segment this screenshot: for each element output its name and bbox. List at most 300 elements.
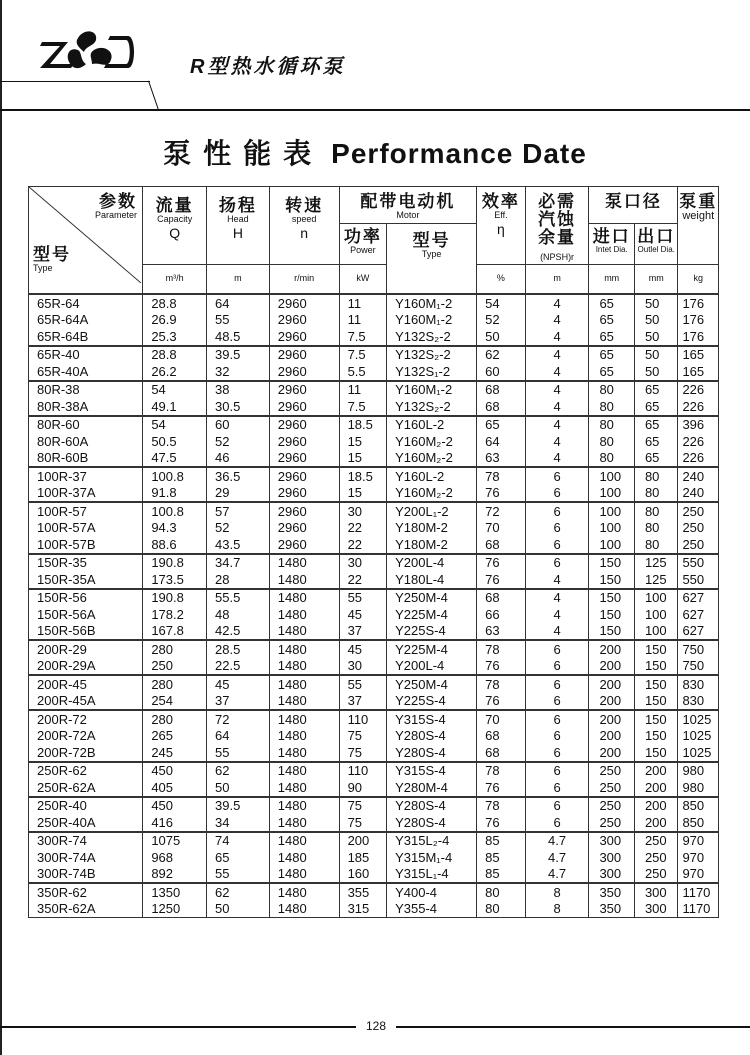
cell-motor-type: Y132S₂-2 <box>387 398 477 416</box>
cell-outlet-dia: 150 <box>634 744 678 762</box>
cell-inlet-dia: 100 <box>589 536 635 554</box>
cell-outlet-dia: 50 <box>634 346 678 364</box>
cell-weight: 550 <box>678 571 719 589</box>
cell-speed: 2960 <box>269 450 339 468</box>
cell-outlet-dia: 125 <box>634 554 678 572</box>
cell-outlet-dia: 125 <box>634 571 678 589</box>
cell-outlet-dia: 65 <box>634 381 678 399</box>
cell-outlet-dia: 100 <box>634 623 678 641</box>
cell-motor-type: Y132S₂-2 <box>387 328 477 346</box>
table-row <box>29 883 719 901</box>
cell-inlet-dia: 80 <box>589 398 635 416</box>
cell-weight: 240 <box>678 485 719 503</box>
cell-head: 64 <box>207 728 270 745</box>
cell-weight: 980 <box>678 779 719 797</box>
cell-weight: 850 <box>678 814 719 832</box>
inlet-cn: 进口 <box>592 227 631 246</box>
cell-motor-type: Y200L₁-2 <box>387 502 477 520</box>
table-row <box>29 416 719 434</box>
cell-outlet-dia: 65 <box>634 433 678 450</box>
cell-motor-type: Y315S-4 <box>387 762 477 780</box>
cell-npsh: 4 <box>525 363 589 381</box>
cell-power: 185 <box>339 849 387 866</box>
cell-capacity: 280 <box>143 675 207 693</box>
cell-pump-type: 200R-29A <box>29 658 143 676</box>
cell-capacity: 54 <box>143 381 207 399</box>
cell-speed: 2960 <box>269 294 339 312</box>
cell-pump-type: 80R-60A <box>29 433 143 450</box>
cell-npsh: 4 <box>525 294 589 312</box>
speed-sym: n <box>300 225 309 242</box>
cell-power: 45 <box>339 606 387 623</box>
cell-outlet-dia: 200 <box>634 779 678 797</box>
cell-head: 43.5 <box>207 536 270 554</box>
cell-head: 62 <box>207 883 270 901</box>
cell-speed: 2960 <box>269 485 339 503</box>
cell-weight: 750 <box>678 658 719 676</box>
cell-weight: 1025 <box>678 710 719 728</box>
cell-outlet-dia: 250 <box>634 866 678 884</box>
cell-inlet-dia: 250 <box>589 797 635 815</box>
cell-motor-type: Y280M-4 <box>387 779 477 797</box>
cell-capacity: 265 <box>143 728 207 745</box>
cell-head: 32 <box>207 363 270 381</box>
table-row <box>29 675 719 693</box>
brand-title: R型热水循环泵 <box>190 56 346 78</box>
table-row <box>29 797 719 815</box>
cell-outlet-dia: 300 <box>634 901 678 918</box>
cell-pump-type: 65R-64B <box>29 328 143 346</box>
cell-weight: 550 <box>678 554 719 572</box>
cell-inlet-dia: 80 <box>589 433 635 450</box>
cell-head: 48.5 <box>207 328 270 346</box>
table-row <box>29 398 719 416</box>
motor-cn: 配带电动机 <box>360 192 456 211</box>
cell-motor-type: Y160M₁-2 <box>387 381 477 399</box>
outlet-en: Outlel Dia. <box>637 244 675 254</box>
cell-npsh: 6 <box>525 520 589 537</box>
cell-head: 30.5 <box>207 398 270 416</box>
table-row <box>29 485 719 503</box>
cell-weight: 750 <box>678 640 719 658</box>
cell-inlet-dia: 300 <box>589 866 635 884</box>
cell-npsh: 6 <box>525 502 589 520</box>
cell-weight: 176 <box>678 294 719 312</box>
table-row <box>29 606 719 623</box>
cell-outlet-dia: 80 <box>634 520 678 537</box>
cell-pump-type: 80R-60B <box>29 450 143 468</box>
cell-npsh: 6 <box>525 675 589 693</box>
cell-pump-type: 300R-74 <box>29 832 143 850</box>
cell-inlet-dia: 200 <box>589 640 635 658</box>
motor-header <box>339 187 477 224</box>
cell-efficiency: 54 <box>477 294 526 312</box>
cell-power: 75 <box>339 744 387 762</box>
cell-outlet-dia: 50 <box>634 328 678 346</box>
cell-inlet-dia: 250 <box>589 779 635 797</box>
cell-outlet-dia: 150 <box>634 728 678 745</box>
cell-efficiency: 78 <box>477 640 526 658</box>
footer-rule-left <box>0 1026 356 1028</box>
table-row <box>29 866 719 884</box>
table-row <box>29 693 719 711</box>
performance-table <box>28 186 719 918</box>
cell-capacity: 892 <box>143 866 207 884</box>
page-number: 128 <box>365 1019 387 1033</box>
cell-efficiency: 50 <box>477 328 526 346</box>
cell-weight: 1025 <box>678 744 719 762</box>
cell-motor-type: Y160M₂-2 <box>387 450 477 468</box>
cell-head: 55 <box>207 866 270 884</box>
cell-npsh: 8 <box>525 883 589 901</box>
cell-pump-type: 200R-72A <box>29 728 143 745</box>
param-type-header-cell <box>29 187 143 295</box>
cell-inlet-dia: 150 <box>589 623 635 641</box>
cell-outlet-dia: 80 <box>634 467 678 485</box>
cell-motor-type: Y355-4 <box>387 901 477 918</box>
table-row <box>29 571 719 589</box>
table-row <box>29 728 719 745</box>
cell-speed: 1480 <box>269 589 339 607</box>
table-row <box>29 536 719 554</box>
cell-speed: 1480 <box>269 554 339 572</box>
cell-outlet-dia: 150 <box>634 710 678 728</box>
cell-motor-type: Y400-4 <box>387 883 477 901</box>
capacity-cn: 流量 <box>155 196 194 215</box>
cell-power: 37 <box>339 623 387 641</box>
cell-inlet-dia: 200 <box>589 728 635 745</box>
cell-inlet-dia: 100 <box>589 520 635 537</box>
cell-efficiency: 76 <box>477 554 526 572</box>
eff-cn: 效率 <box>481 192 520 211</box>
cell-outlet-dia: 80 <box>634 502 678 520</box>
eff-header <box>477 187 526 265</box>
cell-npsh: 4 <box>525 589 589 607</box>
motor-type-cn: 型号 <box>412 231 451 250</box>
cell-weight: 1170 <box>678 901 719 918</box>
cell-power: 7.5 <box>339 328 387 346</box>
weight-cn: 泵重 <box>679 192 718 211</box>
cell-motor-type: Y160M₂-2 <box>387 485 477 503</box>
cell-efficiency: 62 <box>477 346 526 364</box>
motor-en: Motor <box>396 209 420 220</box>
cell-motor-type: Y280S-4 <box>387 797 477 815</box>
header-tab-slant <box>148 81 159 110</box>
cell-motor-type: Y225M-4 <box>387 606 477 623</box>
power-en: Power <box>350 244 376 255</box>
table-row <box>29 658 719 676</box>
cell-inlet-dia: 150 <box>589 554 635 572</box>
cell-efficiency: 70 <box>477 520 526 537</box>
cell-head: 28.5 <box>207 640 270 658</box>
cell-pump-type: 350R-62 <box>29 883 143 901</box>
cell-npsh: 6 <box>525 485 589 503</box>
npsh-en: (NPSH)r <box>540 251 575 262</box>
cell-capacity: 49.1 <box>143 398 207 416</box>
cell-head: 22.5 <box>207 658 270 676</box>
page-title-cn: 泵性能表 <box>163 138 324 169</box>
cell-efficiency: 63 <box>477 623 526 641</box>
cell-speed: 1480 <box>269 762 339 780</box>
cell-outlet-dia: 65 <box>634 450 678 468</box>
cell-capacity: 416 <box>143 814 207 832</box>
cell-efficiency: 68 <box>477 381 526 399</box>
cell-efficiency: 66 <box>477 606 526 623</box>
cell-head: 52 <box>207 520 270 537</box>
cell-speed: 2960 <box>269 416 339 434</box>
cell-weight: 176 <box>678 312 719 329</box>
cell-speed: 1480 <box>269 797 339 815</box>
cell-pump-type: 80R-60 <box>29 416 143 434</box>
cell-weight: 1025 <box>678 728 719 745</box>
cell-capacity: 245 <box>143 744 207 762</box>
npsh-unit: m <box>525 265 589 295</box>
cell-pump-type: 250R-62A <box>29 779 143 797</box>
cell-outlet-dia: 150 <box>634 658 678 676</box>
cell-weight: 850 <box>678 797 719 815</box>
cell-efficiency: 76 <box>477 658 526 676</box>
cell-power: 22 <box>339 536 387 554</box>
cell-inlet-dia: 80 <box>589 381 635 399</box>
cell-head: 34 <box>207 814 270 832</box>
cell-inlet-dia: 200 <box>589 693 635 711</box>
cell-inlet-dia: 250 <box>589 762 635 780</box>
inlet-header <box>589 224 635 265</box>
cell-speed: 1480 <box>269 832 339 850</box>
cell-outlet-dia: 150 <box>634 675 678 693</box>
type-label-cn: 型号 <box>33 244 71 264</box>
cell-power: 15 <box>339 433 387 450</box>
param-label-en: Parameter <box>94 209 137 220</box>
cell-npsh: 6 <box>525 554 589 572</box>
footer-rule-right <box>396 1026 750 1028</box>
cell-pump-type: 300R-74A <box>29 849 143 866</box>
cell-weight: 165 <box>678 346 719 364</box>
cell-motor-type: Y315L₂-4 <box>387 832 477 850</box>
cell-power: 11 <box>339 381 387 399</box>
cell-outlet-dia: 50 <box>634 363 678 381</box>
cell-speed: 1480 <box>269 866 339 884</box>
cell-outlet-dia: 150 <box>634 640 678 658</box>
cell-outlet-dia: 250 <box>634 832 678 850</box>
cell-head: 65 <box>207 849 270 866</box>
cell-head: 29 <box>207 485 270 503</box>
cell-inlet-dia: 150 <box>589 589 635 607</box>
cell-capacity: 190.8 <box>143 554 207 572</box>
cell-power: 200 <box>339 832 387 850</box>
cell-capacity: 100.8 <box>143 502 207 520</box>
capacity-unit: m³/h <box>143 265 207 295</box>
cell-npsh: 6 <box>525 658 589 676</box>
cell-inlet-dia: 200 <box>589 710 635 728</box>
cell-motor-type: Y225S-4 <box>387 623 477 641</box>
zd-fan-logo-icon <box>38 28 138 72</box>
cell-outlet-dia: 50 <box>634 294 678 312</box>
table-row <box>29 744 719 762</box>
cell-pump-type: 200R-45 <box>29 675 143 693</box>
cell-capacity: 25.3 <box>143 328 207 346</box>
weight-en: weight <box>682 209 715 222</box>
cell-inlet-dia: 300 <box>589 832 635 850</box>
cell-capacity: 91.8 <box>143 485 207 503</box>
cell-pump-type: 150R-35 <box>29 554 143 572</box>
cell-head: 72 <box>207 710 270 728</box>
table-row <box>29 554 719 572</box>
cell-capacity: 28.8 <box>143 346 207 364</box>
table-row <box>29 589 719 607</box>
cell-pump-type: 300R-74B <box>29 866 143 884</box>
cell-speed: 1480 <box>269 883 339 901</box>
cell-motor-type: Y250M-4 <box>387 675 477 693</box>
cell-capacity: 1075 <box>143 832 207 850</box>
cell-power: 5.5 <box>339 363 387 381</box>
cell-efficiency: 63 <box>477 450 526 468</box>
cell-efficiency: 78 <box>477 675 526 693</box>
cell-motor-type: Y160L-2 <box>387 467 477 485</box>
cell-efficiency: 70 <box>477 710 526 728</box>
cell-weight: 226 <box>678 450 719 468</box>
cell-speed: 1480 <box>269 728 339 745</box>
cell-head: 50 <box>207 901 270 918</box>
cell-power: 75 <box>339 814 387 832</box>
cell-power: 7.5 <box>339 398 387 416</box>
cell-weight: 830 <box>678 693 719 711</box>
head-en: Head <box>227 213 249 224</box>
cell-efficiency: 85 <box>477 832 526 850</box>
cell-head: 34.7 <box>207 554 270 572</box>
cell-head: 64 <box>207 294 270 312</box>
cell-npsh: 4.7 <box>525 849 589 866</box>
cell-npsh: 4.7 <box>525 866 589 884</box>
cell-motor-type: Y200L-4 <box>387 658 477 676</box>
cell-weight: 250 <box>678 536 719 554</box>
cell-head: 42.5 <box>207 623 270 641</box>
cell-power: 90 <box>339 779 387 797</box>
cell-weight: 396 <box>678 416 719 434</box>
cell-weight: 250 <box>678 502 719 520</box>
cell-inlet-dia: 300 <box>589 849 635 866</box>
outlet-unit: mm <box>634 265 678 295</box>
cell-inlet-dia: 200 <box>589 744 635 762</box>
cell-speed: 1480 <box>269 640 339 658</box>
capacity-header <box>143 187 207 265</box>
cell-speed: 1480 <box>269 779 339 797</box>
table-row <box>29 502 719 520</box>
cell-weight: 226 <box>678 398 719 416</box>
cell-pump-type: 65R-64A <box>29 312 143 329</box>
cell-power: 15 <box>339 485 387 503</box>
cell-inlet-dia: 65 <box>589 328 635 346</box>
cell-capacity: 178.2 <box>143 606 207 623</box>
cell-outlet-dia: 250 <box>634 849 678 866</box>
cell-outlet-dia: 200 <box>634 797 678 815</box>
table-row <box>29 328 719 346</box>
cell-capacity: 190.8 <box>143 589 207 607</box>
cell-speed: 1480 <box>269 744 339 762</box>
cell-efficiency: 85 <box>477 849 526 866</box>
cell-efficiency: 60 <box>477 363 526 381</box>
cell-efficiency: 76 <box>477 814 526 832</box>
cell-head: 62 <box>207 762 270 780</box>
inlet-en: Intet Dia. <box>595 244 628 254</box>
cell-npsh: 4 <box>525 312 589 329</box>
cell-pump-type: 200R-72B <box>29 744 143 762</box>
cell-power: 110 <box>339 710 387 728</box>
cell-pump-type: 100R-37 <box>29 467 143 485</box>
cell-head: 48 <box>207 606 270 623</box>
cell-head: 57 <box>207 502 270 520</box>
cell-power: 30 <box>339 554 387 572</box>
cell-pump-type: 200R-72 <box>29 710 143 728</box>
cell-motor-type: Y315S-4 <box>387 710 477 728</box>
cell-efficiency: 68 <box>477 536 526 554</box>
head-header <box>207 187 270 265</box>
cell-speed: 1480 <box>269 571 339 589</box>
port-dia-cn: 泵口径 <box>604 192 662 211</box>
cell-speed: 2960 <box>269 536 339 554</box>
cell-npsh: 6 <box>525 728 589 745</box>
speed-unit: r/min <box>269 265 339 295</box>
header-tab-line <box>0 81 150 82</box>
cell-npsh: 4 <box>525 623 589 641</box>
speed-header <box>269 187 339 265</box>
cell-head: 38 <box>207 381 270 399</box>
cell-weight: 226 <box>678 381 719 399</box>
cell-weight: 627 <box>678 589 719 607</box>
cell-capacity: 1350 <box>143 883 207 901</box>
eff-sym: η <box>497 221 505 238</box>
cell-npsh: 4 <box>525 381 589 399</box>
cell-motor-type: Y315M₁-4 <box>387 849 477 866</box>
cell-pump-type: 350R-62A <box>29 901 143 918</box>
cell-speed: 2960 <box>269 328 339 346</box>
weight-unit: kg <box>678 265 719 295</box>
port-dia-header <box>589 187 678 224</box>
cell-power: 45 <box>339 640 387 658</box>
cell-speed: 1480 <box>269 623 339 641</box>
cell-capacity: 1250 <box>143 901 207 918</box>
cell-power: 30 <box>339 502 387 520</box>
cell-efficiency: 80 <box>477 901 526 918</box>
cell-npsh: 4 <box>525 328 589 346</box>
cell-power: 11 <box>339 294 387 312</box>
cell-power: 11 <box>339 312 387 329</box>
eff-unit: % <box>477 265 526 295</box>
param-label-cn: 参数 <box>99 192 137 211</box>
cell-motor-type: Y250M-4 <box>387 589 477 607</box>
cell-efficiency: 68 <box>477 728 526 745</box>
cell-outlet-dia: 100 <box>634 589 678 607</box>
cell-outlet-dia: 150 <box>634 693 678 711</box>
cell-efficiency: 80 <box>477 883 526 901</box>
cell-speed: 2960 <box>269 363 339 381</box>
cell-npsh: 6 <box>525 536 589 554</box>
table-row <box>29 363 719 381</box>
cell-speed: 2960 <box>269 381 339 399</box>
cell-outlet-dia: 200 <box>634 762 678 780</box>
table-row <box>29 640 719 658</box>
capacity-en: Capacity <box>157 213 193 224</box>
power-cn: 功率 <box>343 227 382 246</box>
cell-pump-type: 200R-45A <box>29 693 143 711</box>
cell-npsh: 4 <box>525 606 589 623</box>
power-unit: kW <box>339 265 387 295</box>
cell-motor-type: Y132S₂-2 <box>387 346 477 364</box>
cell-inlet-dia: 65 <box>589 346 635 364</box>
cell-power: 22 <box>339 520 387 537</box>
cell-pump-type: 100R-57 <box>29 502 143 520</box>
cell-outlet-dia: 80 <box>634 485 678 503</box>
